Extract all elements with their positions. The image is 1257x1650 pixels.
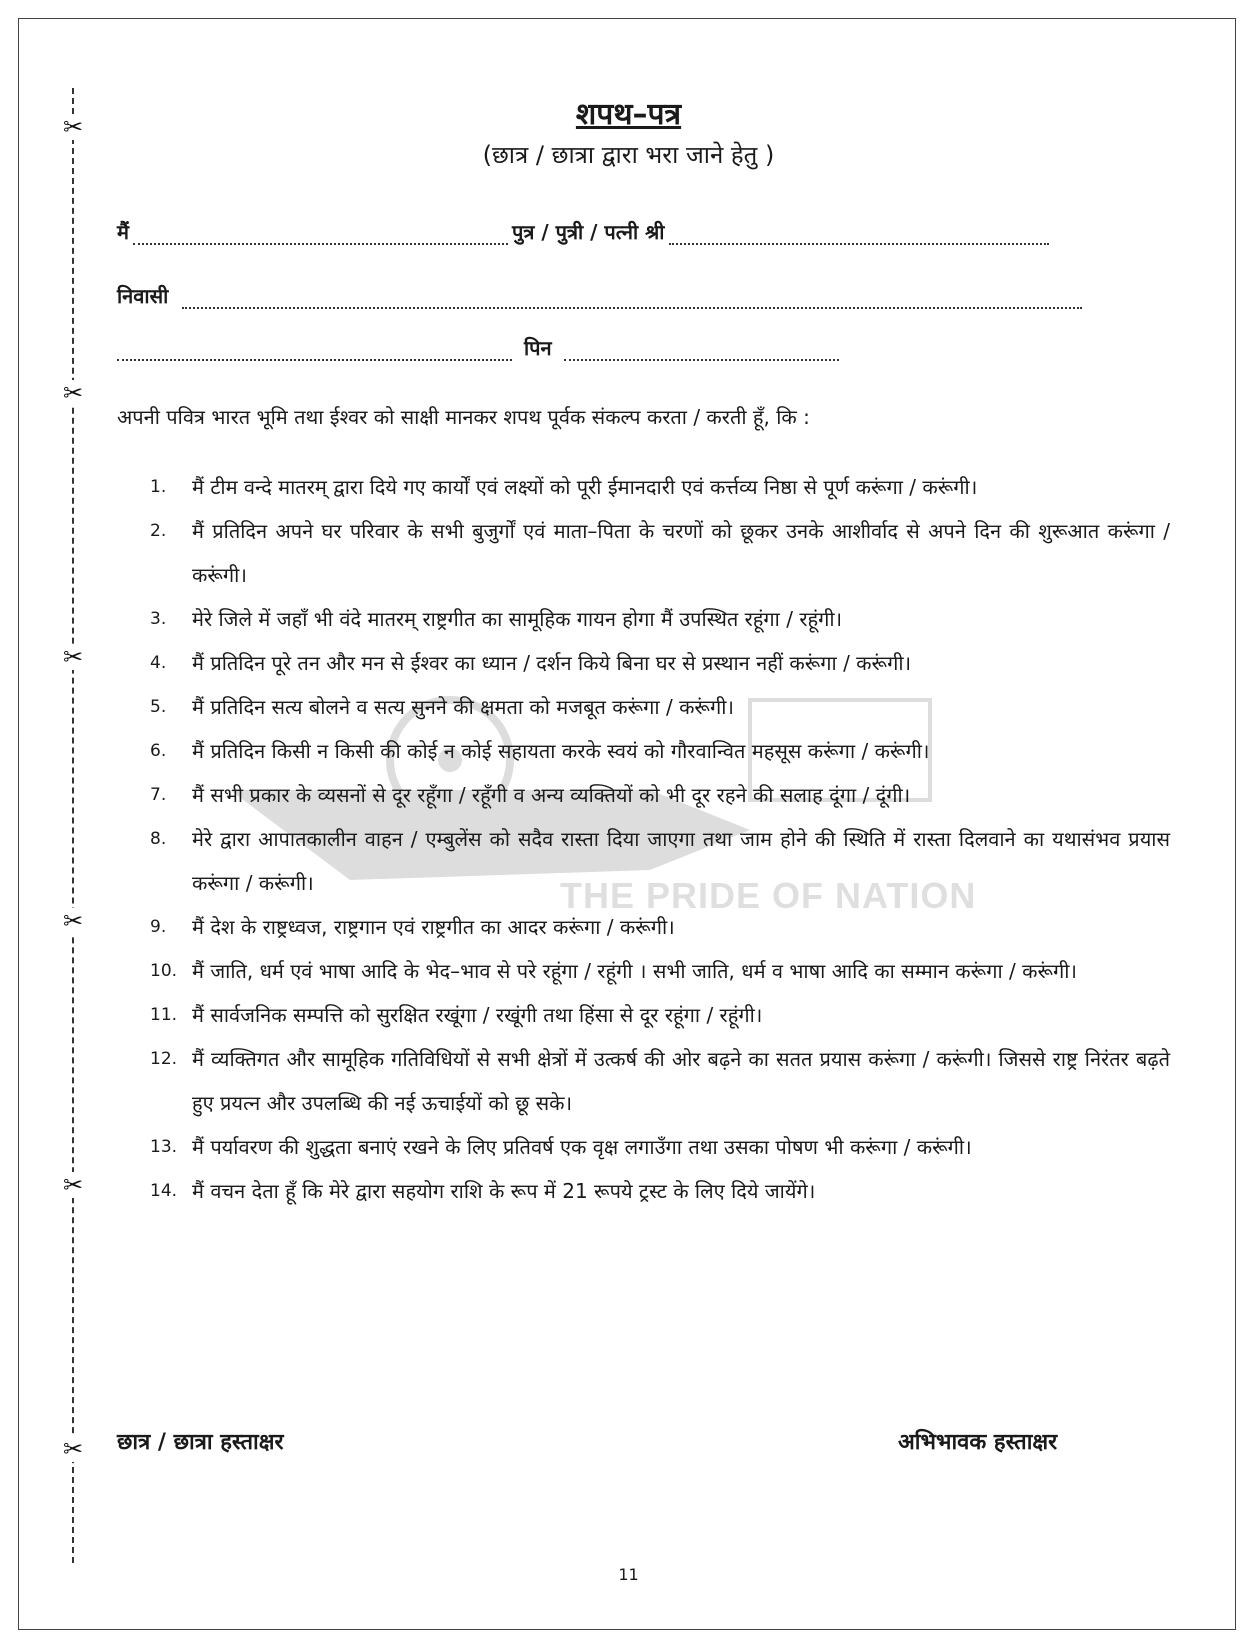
name-row bbox=[117, 218, 1053, 245]
pin-row bbox=[117, 334, 843, 361]
residence-row bbox=[117, 282, 1086, 309]
residence-field[interactable] bbox=[182, 289, 1082, 309]
residence-label: निवासी bbox=[117, 284, 169, 308]
list-item: 1. मैं टीम वन्दे मातरम् द्वारा दिये गए कार्यों एवं लक्ष्यों को पूरी ईमानदारी एवं कर्त्तव्य निष्ठा से पूर्ण करूंगा / करूंगी। bbox=[150, 475, 978, 499]
cut-line bbox=[72, 88, 74, 1563]
pledge-intro: अपनी पवित्र भारत भूमि तथा ईश्वर को साक्षी मानकर शपथ पूर्वक संकल्प करता / करती हूँ, कि : bbox=[117, 405, 810, 429]
list-item: 3. मेरे जिले में जहाँ भी वंदे मातरम् राष्ट्रगीत का सामूहिक गायन होगा मैं उपस्थित रहूंगा / रहूंगी। bbox=[150, 607, 843, 631]
page-number: 11 bbox=[618, 1565, 639, 1584]
list-item: 11. मैं सार्वजनिक सम्पत्ति को सुरक्षित रखूंगा / रखूंगी तथा हिंसा से दूर रहूंगा / रहूंगी। bbox=[150, 1003, 763, 1027]
list-item: 9. मैं देश के राष्ट्रध्वज, राष्ट्रगान एवं राष्ट्रगीत का आदर करूंगा / करूंगी। bbox=[150, 915, 675, 939]
scissors-icon: ✂ bbox=[60, 644, 86, 670]
list-item: 2. मैं प्रतिदिन अपने घर परिवार के सभी बुजुर्गों एवं माता–पिता के चरणों को छूकर उनके आशीर्वाद से अपने दिन की शुरूआत करूंगा / करूंगी। bbox=[150, 519, 1170, 587]
scissors-icon: ✂ bbox=[60, 1436, 86, 1462]
list-item: 8. मेरे द्वारा आपातकालीन वाहन / एम्बुलेंस को सदैव रास्ता दिया जाएगा तथा जाम होने की स्थिति में रास्ता दिलवाने का यथासंभव प्रयास करूंगा / करूंगी। bbox=[150, 827, 1170, 895]
list-item: 14. मैं वचन देता हूँ कि मेरे द्वारा सहयोग राशि के रूप में 21 रूपये ट्रस्ट के लिए दिये जायेंगे। bbox=[150, 1179, 816, 1203]
list-item: 5. मैं प्रतिदिन सत्य बोलने व सत्य सुनने की क्षमता को मजबूत करूंगा / करूंगी। bbox=[150, 695, 734, 719]
relation-name-field[interactable] bbox=[669, 225, 1049, 245]
pin-label: पिन bbox=[524, 336, 552, 360]
name-field[interactable] bbox=[133, 225, 508, 245]
name-label: मैं bbox=[117, 220, 129, 244]
list-item: 13. मैं पर्यावरण की शुद्धता बनाएं रखने के लिए प्रतिवर्ष एक वृक्ष लगाउँगा तथा उसका पोषण भी करूंगा / करूंगी। bbox=[150, 1135, 972, 1159]
scissors-icon: ✂ bbox=[60, 380, 86, 406]
list-item: 4. मैं प्रतिदिन पूरे तन और मन से ईश्वर का ध्यान / दर्शन किये बिना घर से प्रस्थान नहीं करूंगा / करूंगी। bbox=[150, 651, 912, 675]
student-signature-label: छात्र / छात्रा हस्ताक्षर bbox=[117, 1430, 284, 1455]
scissors-icon: ✂ bbox=[60, 908, 86, 934]
list-item: 6. मैं प्रतिदिन किसी न किसी की कोई न कोई सहायता करके स्वयं को गौरवान्वित महसूस करूंगा / करूंगी। bbox=[150, 739, 930, 763]
relation-label: पुत्र / पुत्री / पत्नी श्री bbox=[511, 220, 665, 244]
list-item: 12. मैं व्यक्तिगत और सामूहिक गतिविधियों से सभी क्षेत्रों में उत्कर्ष की ओर बढ़ने का सतत प्रयास करूंगा / करूंगी। जिससे राष्ट्र निरंतर बढ़ते हुए प्रयत्न और उपलब्धि की नई ऊचाईयों को छू सके। bbox=[150, 1047, 1170, 1115]
page-subtitle: (छात्र / छात्रा द्वारा भरा जाने हेतु ) bbox=[482, 141, 775, 169]
scissors-icon: ✂ bbox=[60, 1172, 86, 1198]
list-item: 7. मैं सभी प्रकार के व्यसनों से दूर रहूँगा / रहूँगी व अन्य व्यक्तियों को भी दूर रहने की सलाह दूंगा / दूंगी। bbox=[150, 783, 911, 807]
pin-field[interactable] bbox=[564, 341, 839, 361]
address-line-field[interactable] bbox=[117, 341, 512, 361]
list-item: 10. मैं जाति, धर्म एवं भाषा आदि के भेद–भाव से परे रहूंगा / रहूंगी । सभी जाति, धर्म व भाषा आदि का सम्मान करूंगा / करूंगी। bbox=[150, 959, 1078, 983]
watermark-text: THE PRIDE OF NATION bbox=[560, 875, 977, 916]
page-title: शपथ–पत्र bbox=[575, 97, 682, 132]
guardian-signature-label: अभिभावक हस्ताक्षर bbox=[898, 1430, 1058, 1455]
scissors-icon: ✂ bbox=[60, 114, 86, 140]
pledge-list bbox=[150, 465, 1170, 1213]
